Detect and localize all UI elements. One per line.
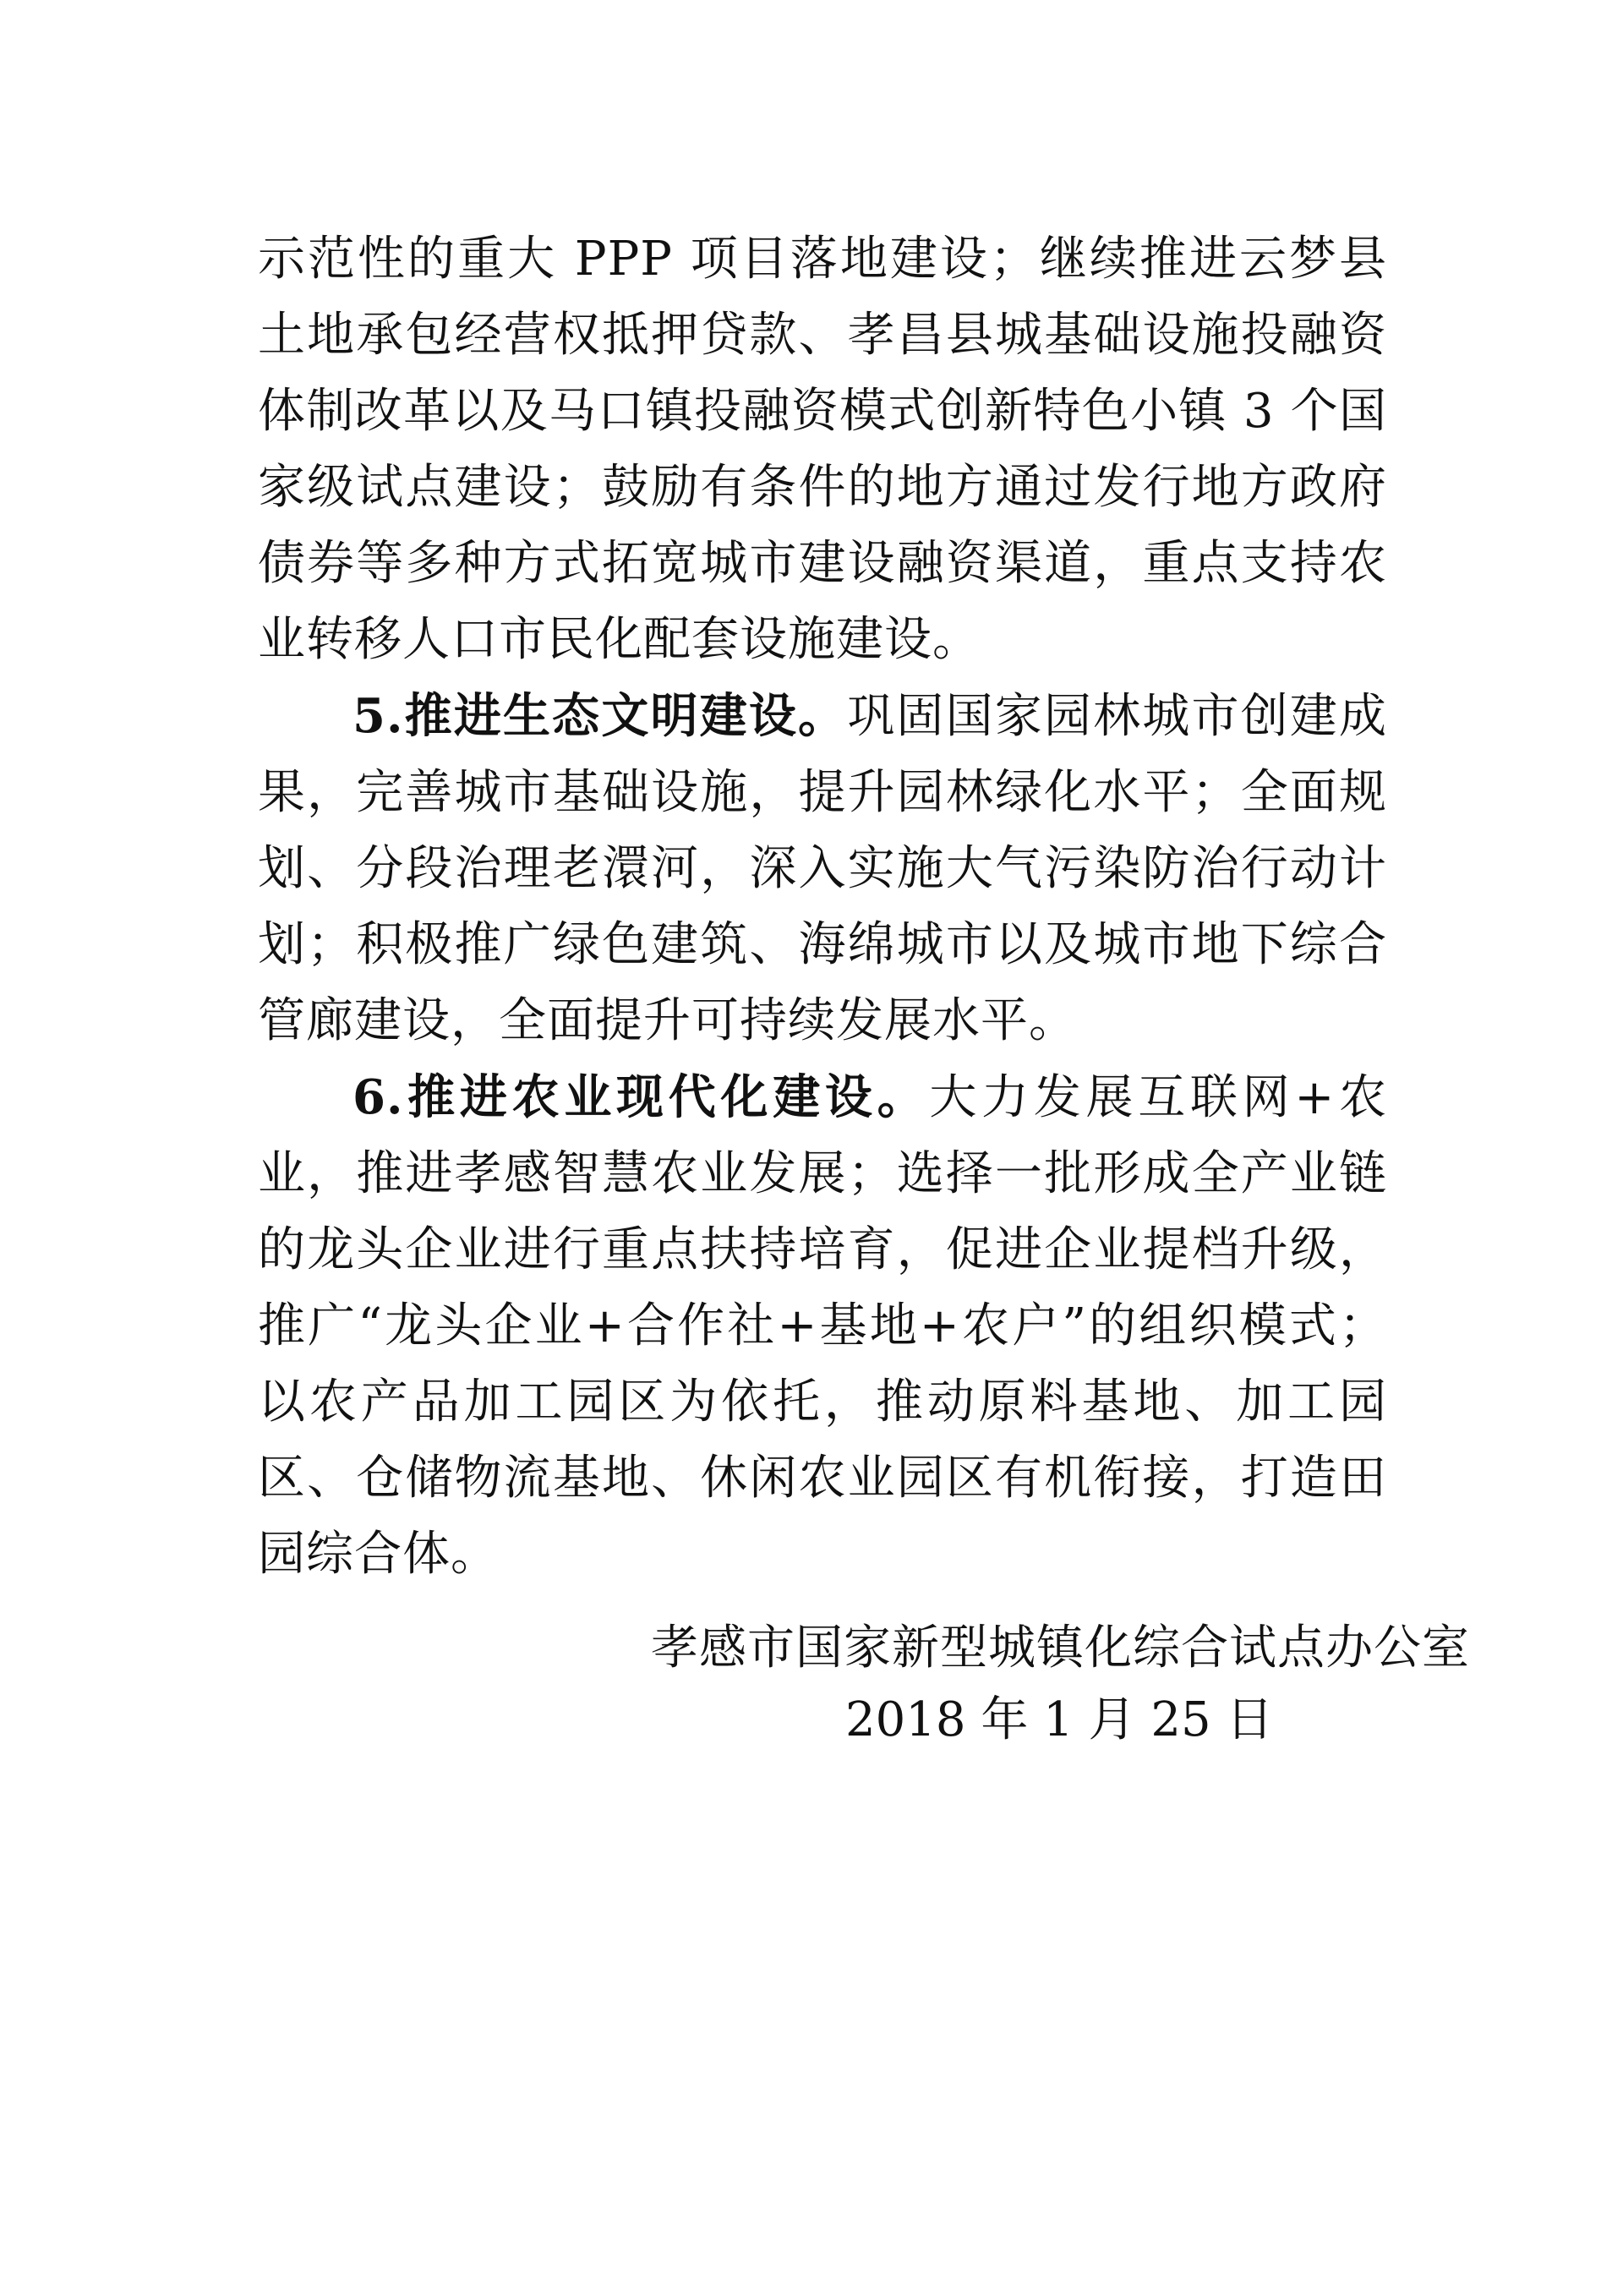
paragraph-text: 巩固国家园林城市创建成果，完善城市基础设施，提升园林绿化水平；全面规划、分段治理老澴河，深入实施大气污染防治行动计划；积极推广绿色建筑、海绵城市以及城市地下综合管廊建设，全面提升可持续发展水平。 [258, 689, 1387, 1048]
paragraph-text: 大力发展互联网+农业，推进孝感智慧农业发展；选择一批形成全产业链的龙头企业进行重点扶持培育，促进企业提档升级，推广“龙头企业+合作社+基地+农户”的组织模式；以农产品加工园区为依托，推动原料基地、加工园区、仓储物流基地、休闲农业园区有机衔接，打造田园综合体。 [258, 1070, 1387, 1582]
paragraph-heading: 6.推进农业现代化建设。 [352, 1069, 930, 1125]
paragraph-heading: 5.推进生态文明建设。 [352, 688, 848, 744]
signature-date: 2018 年 1 月 25 日 [845, 1692, 1274, 1747]
paragraph-text: 示范性的重大 PPP 项目落地建设；继续推进云梦县土地承包经营权抵押贷款、孝昌县城基础设施投融资体制改革以及马口镇投融资模式创新特色小镇 3 个国家级试点建设；鼓励有条件的地方通过发行地方政府债券等多种方式拓宽城市建设融资渠道，重点支持农业转移人口市民化配套设施建设。 [258, 232, 1387, 667]
signature-organization: 孝感市国家新型城镇化综合试点办公室 [651, 1621, 1470, 1676]
